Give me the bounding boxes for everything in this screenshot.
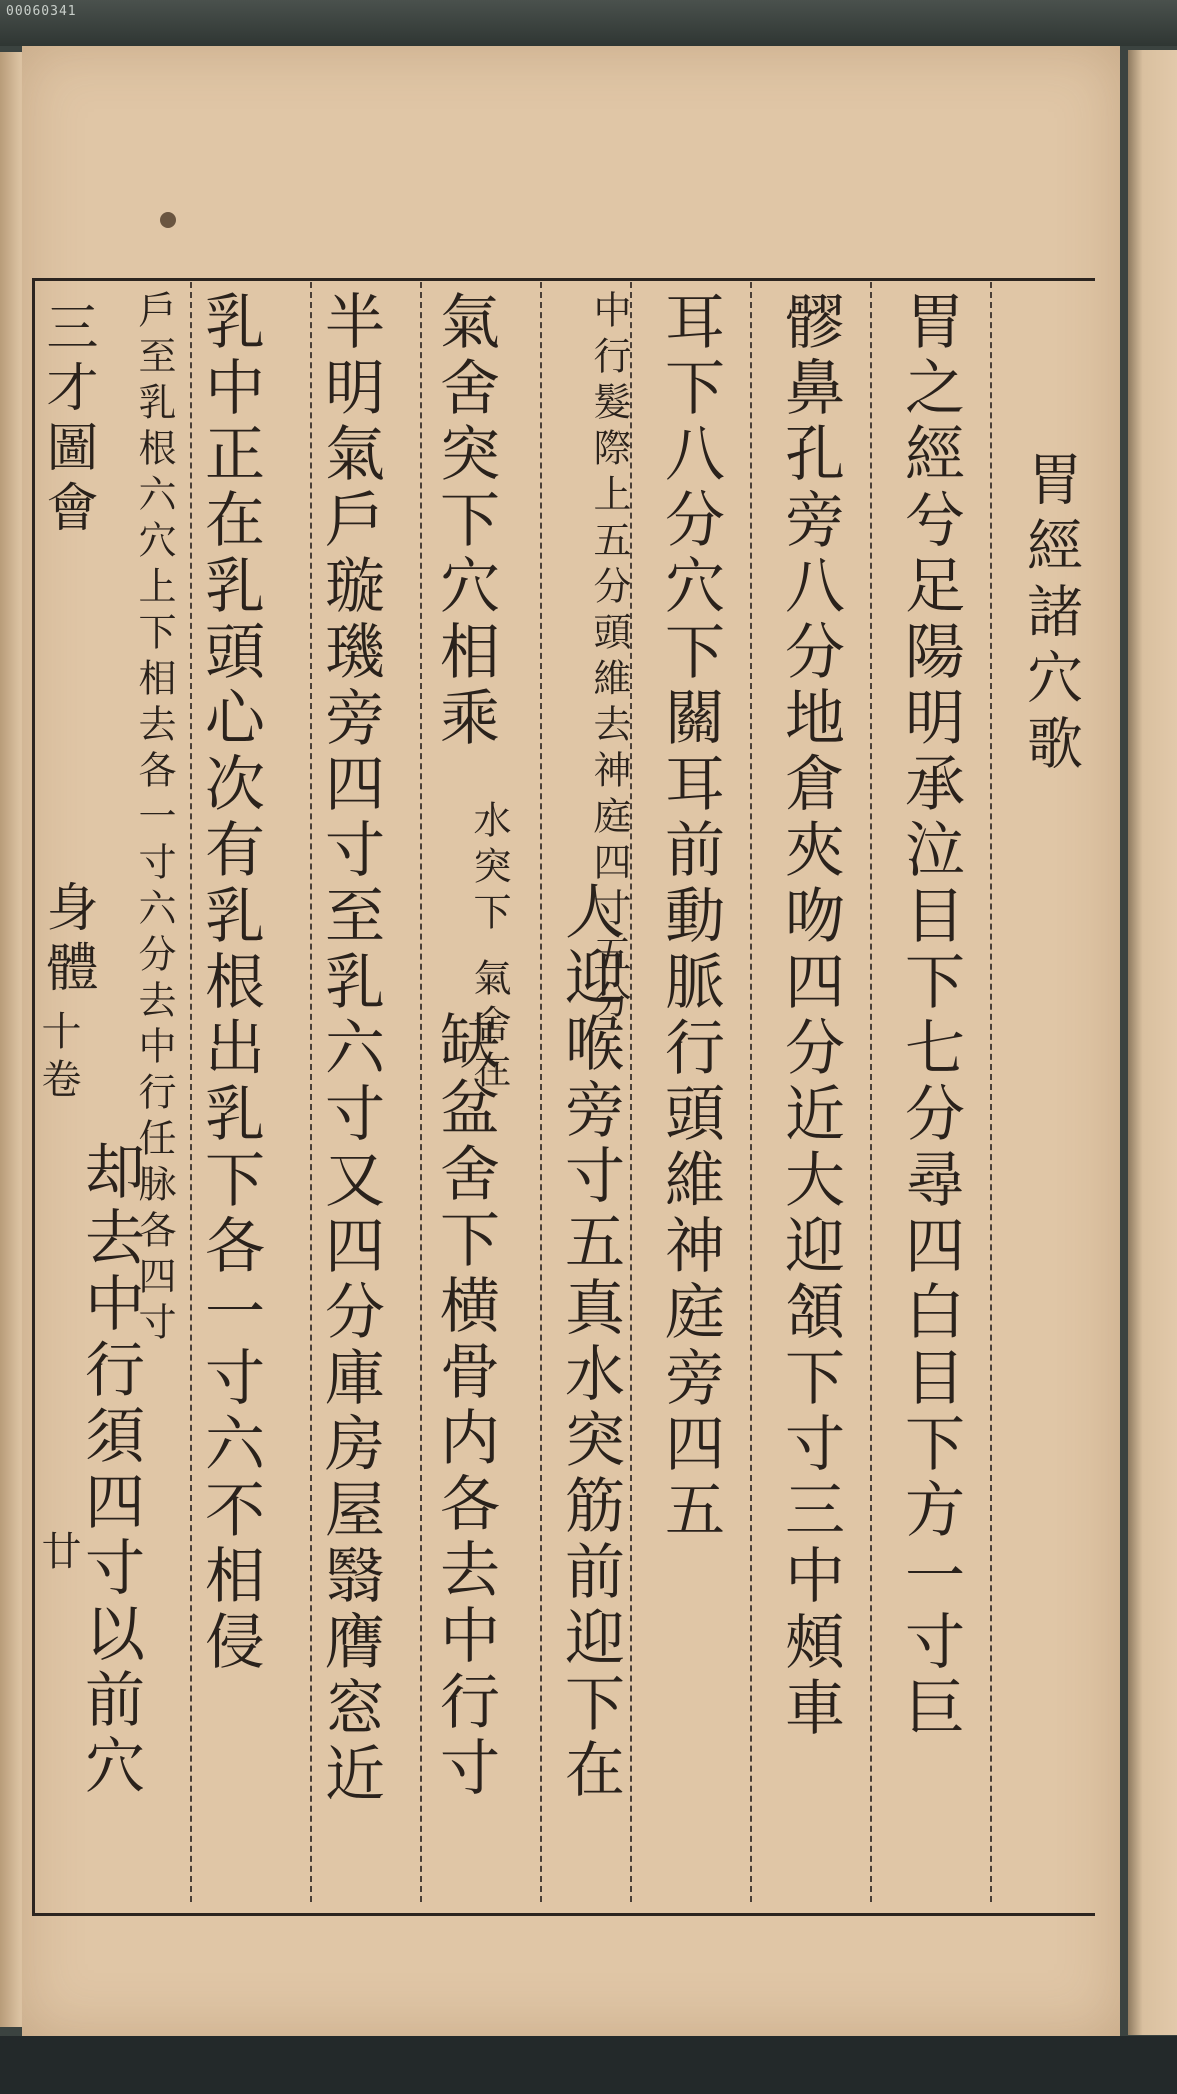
text-column-6: 缺盆舍下横骨内各去中行寸	[430, 1010, 500, 1802]
margin-juan: 十卷	[35, 1010, 81, 1106]
text-note-2: 水突下 氣舍在	[467, 800, 511, 1097]
text-column-4: 人迎喉旁寸五真水突筋前迎下在	[555, 880, 625, 1804]
column-rule	[420, 282, 422, 1902]
column-rule	[190, 282, 192, 1902]
text-column-7: 半明氣戶璇璣旁四寸至乳六寸又四分庫房屋翳膺窓近	[315, 290, 385, 1808]
worm-hole	[160, 212, 176, 228]
column-rule	[870, 282, 872, 1902]
text-note-3: 戶至乳根六穴上下相去各一寸六分去中行任脉各四寸	[132, 290, 176, 1348]
text-column-5: 氣舍突下穴相乘	[430, 290, 500, 752]
heading: 胃經諸穴歌	[1018, 450, 1083, 780]
column-rule	[310, 282, 312, 1902]
margin-title: 三才圖會	[37, 300, 97, 540]
column-rule	[750, 282, 752, 1902]
book-edge-right	[1128, 50, 1177, 2035]
text-column-8: 乳中正在乳頭心次有乳根出乳下各一寸六不相侵	[195, 290, 265, 1676]
margin-folio: 廿	[35, 1530, 81, 1570]
text-column-3: 耳下八分穴下關耳前動脈行頭維神庭旁四五	[655, 290, 725, 1544]
text-column-9: 却去中行須四寸以前穴	[75, 1140, 145, 1800]
column-rule	[990, 282, 992, 1902]
margin-section: 身體	[37, 880, 97, 1000]
text-column-2: 髎鼻孔旁八分地倉夾吻四分近大迎頷下寸三中頰車	[775, 290, 845, 1742]
text-column-1: 胃之經兮足陽明承泣目下七分尋四白目下方一寸巨	[895, 290, 965, 1742]
scan-footer	[0, 2036, 1177, 2094]
column-rule	[540, 282, 542, 1902]
scan-id: 00060341	[6, 4, 77, 19]
scan-header	[0, 0, 1177, 46]
text-note-1: 中行髮際上五分頭維去神庭四寸五分	[587, 290, 631, 1026]
